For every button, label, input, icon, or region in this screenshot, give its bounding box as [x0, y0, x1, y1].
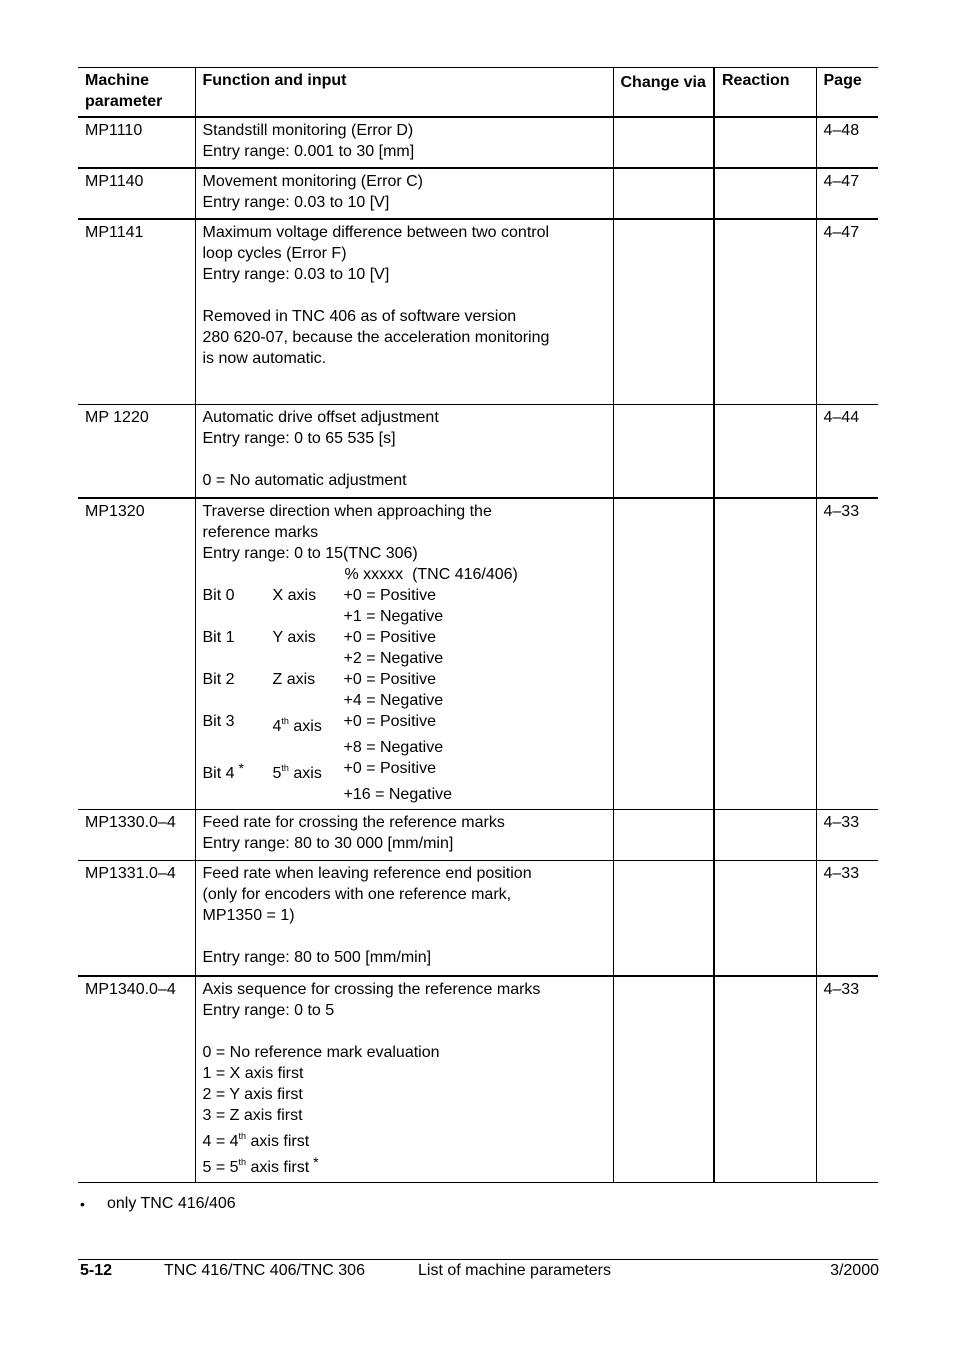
function-line: Feed rate for crossing the reference marks — [202, 814, 505, 831]
change-via-cell — [613, 219, 714, 404]
page-cell: 4–47 — [816, 219, 878, 404]
axis-number: 5 — [272, 765, 282, 782]
footer-divider — [78, 1259, 878, 1260]
change-via-cell — [613, 810, 714, 861]
page-cell: 4–33 — [816, 810, 878, 861]
table-row — [78, 219, 878, 404]
machine-parameter-table — [78, 67, 878, 1183]
reaction-cell — [714, 810, 816, 861]
function-line: Entry range: 0.001 to 30 [mm] — [202, 143, 415, 160]
reaction-cell — [714, 861, 816, 976]
change-via-cell — [613, 117, 714, 168]
function-line: Entry range: 80 to 500 [mm/min] — [202, 949, 432, 966]
function-cell — [195, 219, 613, 404]
bit-row — [203, 711, 607, 737]
footer-date: 3/2000 — [830, 1262, 879, 1279]
function-line: Entry range: 80 to 30 000 [mm/min] — [202, 835, 454, 852]
positive-value: +0 = Positive — [343, 713, 436, 730]
table-row — [78, 861, 878, 976]
function-line: (only for encoders with one reference mark, — [202, 886, 512, 903]
bit-row — [203, 669, 607, 690]
header-change-via-label: Change via — [620, 74, 706, 91]
function-line: Removed in TNC 406 as of software version — [202, 308, 517, 325]
function-line: reference marks — [202, 524, 319, 541]
function-line: Entry range: 0.03 to 10 [V] — [202, 194, 390, 211]
function-cell — [195, 404, 613, 498]
function-line: % xxxxx (TNC 416/406) — [344, 566, 518, 583]
change-via-cell — [613, 168, 714, 219]
ordinal-superscript: th — [281, 716, 289, 726]
bit-label: Bit 0 — [202, 587, 235, 604]
reaction-cell — [714, 168, 816, 219]
function-line: is now automatic. — [202, 350, 327, 367]
param-cell: MP1340.0–4 — [85, 980, 176, 998]
ordinal-superscript: th — [238, 1156, 247, 1167]
param-cell: MP1110 — [85, 122, 143, 139]
header-function-and-input: Function and input — [195, 68, 613, 118]
ordinal-superscript: th — [281, 763, 289, 773]
bit-label-text: Bit 4 — [202, 765, 235, 782]
blank-line — [203, 1021, 607, 1042]
param-cell: MP1141 — [85, 224, 144, 241]
negative-value: +16 = Negative — [343, 786, 453, 803]
reaction-cell — [714, 219, 816, 404]
bit-label — [203, 758, 273, 784]
param-cell: MP1331.0–4 — [85, 865, 176, 882]
positive-value: +0 = Positive — [343, 671, 436, 688]
axis-label — [273, 758, 344, 784]
bit-label: Bit 1 — [202, 629, 235, 646]
function-line: Entry range: 0 to 65 535 [s] — [202, 429, 396, 447]
positive-value: +0 = Positive — [343, 629, 436, 646]
footnote-asterisk: * — [313, 1153, 319, 1170]
table-row — [78, 117, 878, 168]
bit-row — [203, 585, 607, 606]
function-line: 0 = No reference mark evaluation — [202, 1043, 440, 1061]
footnote-asterisk: * — [238, 760, 244, 776]
header-machine-parameter: Machine parameter — [85, 72, 163, 110]
function-line: Entry range: 0 to 15(TNC 306) — [202, 545, 418, 562]
function-line: Standstill monitoring (Error D) — [202, 122, 414, 139]
header-reaction: Reaction — [714, 68, 816, 118]
line-suffix: axis first — [246, 1132, 310, 1150]
header-page: Page — [816, 68, 878, 118]
axis-label: Y axis — [272, 629, 316, 646]
function-line: 1 = X axis first — [202, 1064, 304, 1082]
ordinal-superscript: th — [238, 1130, 247, 1141]
function-line — [203, 1152, 607, 1178]
bullet-icon: • — [80, 1196, 85, 1212]
param-cell: MP 1220 — [85, 408, 149, 426]
blank-line — [203, 449, 607, 470]
function-cell — [195, 861, 613, 976]
line-prefix: 5 = 5 — [202, 1158, 239, 1176]
function-line: 280 620-07, because the acceleration monitoring — [202, 329, 550, 346]
bit-label: Bit 3 — [202, 713, 235, 730]
function-line: MP1350 = 1) — [202, 907, 295, 924]
page-cell: 4–44 — [816, 404, 878, 498]
bit-label: Bit 2 — [202, 671, 235, 688]
function-line: loop cycles (Error F) — [202, 245, 347, 262]
header-change-via — [613, 68, 714, 118]
page-cell: 4–33 — [816, 498, 878, 810]
negative-value: +4 = Negative — [343, 692, 444, 709]
bit-row — [203, 758, 607, 784]
bit-row — [203, 627, 607, 648]
reaction-cell — [714, 117, 816, 168]
reaction-cell — [714, 404, 816, 498]
function-line: Automatic drive offset adjustment — [202, 408, 439, 426]
function-line: 3 = Z axis first — [202, 1106, 303, 1124]
table-row — [78, 976, 878, 1183]
line-prefix: 4 = 4 — [202, 1132, 239, 1150]
change-via-cell — [613, 976, 714, 1183]
param-cell: MP1330.0–4 — [85, 814, 176, 831]
footnote-text: only TNC 416/406 — [107, 1195, 236, 1212]
footnote — [80, 1195, 236, 1213]
table-row — [78, 168, 878, 219]
axis-label — [273, 711, 344, 737]
function-line: Movement monitoring (Error C) — [202, 173, 423, 190]
table-row — [78, 498, 878, 810]
positive-value: +0 = Positive — [343, 760, 436, 777]
function-cell — [195, 168, 613, 219]
axis-number: 4 — [272, 718, 282, 735]
change-via-cell — [613, 404, 714, 498]
page-cell: 4–33 — [816, 861, 878, 976]
footer-model: TNC 416/TNC 406/TNC 306 — [164, 1262, 365, 1279]
function-line: Axis sequence for crossing the reference marks — [202, 980, 541, 998]
function-line: Traverse direction when approaching the — [202, 503, 492, 520]
axis-label: Z axis — [272, 671, 316, 688]
function-line: Entry range: 0 to 5 — [202, 1001, 335, 1019]
blank-line — [203, 285, 607, 306]
param-cell: MP1140 — [85, 173, 144, 190]
negative-value: +1 = Negative — [343, 608, 444, 625]
negative-value: +8 = Negative — [343, 739, 444, 756]
table-header-row — [78, 68, 878, 118]
change-via-cell — [613, 861, 714, 976]
function-cell — [195, 498, 613, 810]
footer-page-number: 5-12 — [80, 1262, 113, 1279]
page-cell: 4–48 — [816, 117, 878, 168]
change-via-cell — [613, 498, 714, 810]
axis-label: X axis — [272, 587, 317, 604]
negative-value: +2 = Negative — [343, 650, 444, 667]
reaction-cell — [714, 976, 816, 1183]
line-suffix: axis first — [246, 1158, 310, 1176]
function-line: 2 = Y axis first — [202, 1085, 303, 1103]
function-cell — [195, 976, 613, 1183]
function-line: 0 = No automatic adjustment — [202, 471, 407, 489]
table-row — [78, 404, 878, 498]
function-cell — [195, 810, 613, 861]
axis-word: axis — [288, 765, 322, 782]
function-cell — [195, 117, 613, 168]
page-cell: 4–33 — [816, 976, 878, 1183]
table-row — [78, 810, 878, 861]
function-line: Entry range: 0.03 to 10 [V] — [202, 266, 390, 283]
reaction-cell — [714, 498, 816, 810]
axis-word: axis — [288, 718, 322, 735]
footer-section-title: List of machine parameters — [418, 1262, 611, 1279]
function-line: Maximum voltage difference between two control — [202, 224, 550, 241]
positive-value: +0 = Positive — [343, 587, 436, 604]
function-line: Feed rate when leaving reference end position — [202, 865, 532, 882]
param-cell: MP1320 — [85, 503, 145, 520]
blank-line — [203, 926, 607, 947]
page-cell: 4–47 — [816, 168, 878, 219]
function-line — [203, 1126, 607, 1152]
